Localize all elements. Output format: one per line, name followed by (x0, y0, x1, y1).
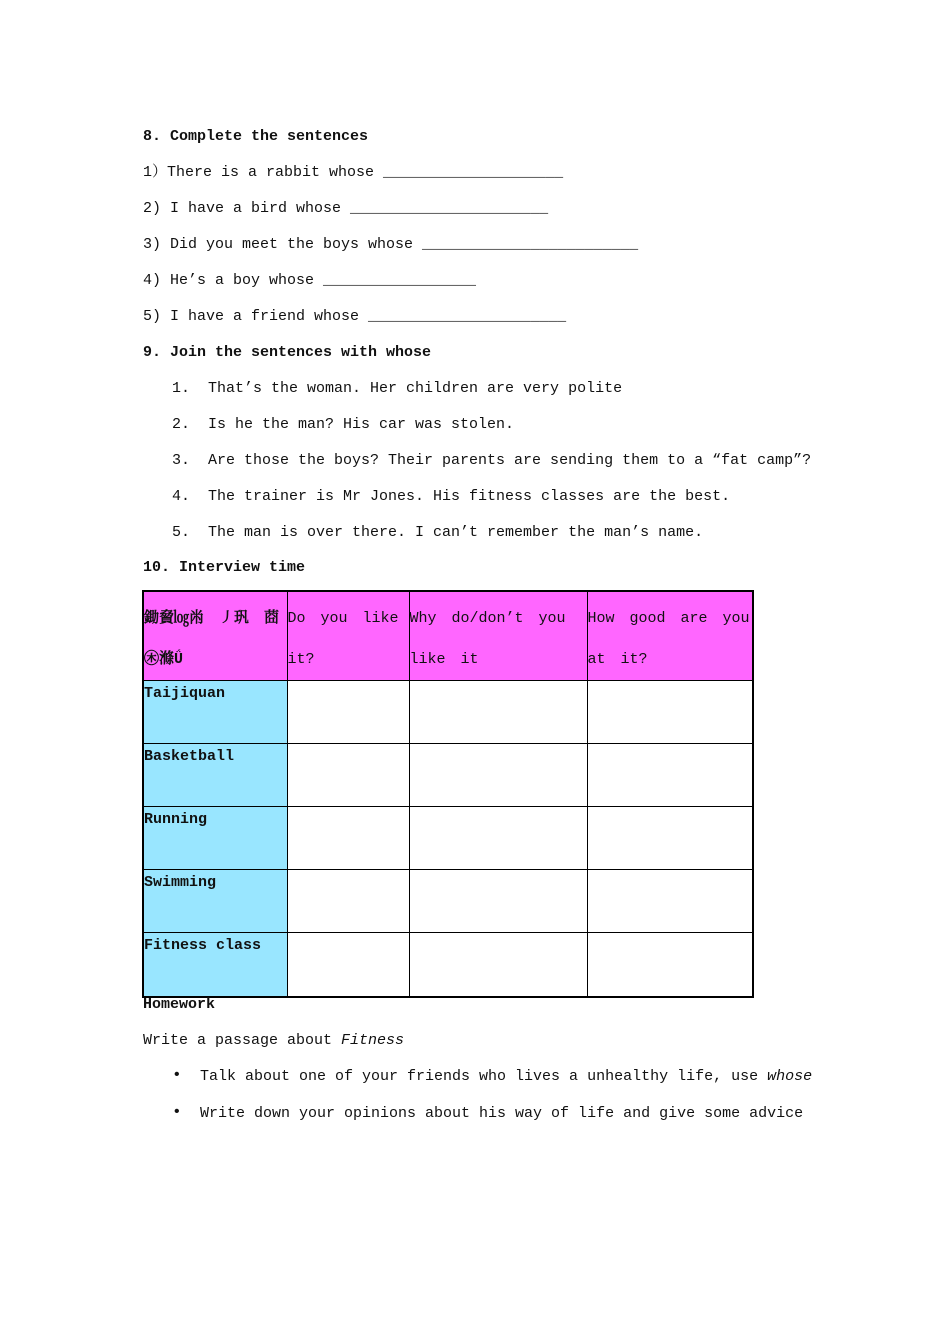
interview-table (142, 590, 754, 998)
row-label-taijiquan: Taijiquan (143, 681, 287, 744)
answer-cell[interactable] (409, 807, 587, 870)
answer-cell[interactable] (587, 807, 753, 870)
sentence-item-1: 1）There is a rabbit whose ____________________ (143, 164, 564, 181)
homework-bullet-2 (200, 1104, 803, 1124)
homework-intro (143, 1031, 404, 1051)
answer-cell[interactable] (287, 870, 409, 933)
join-item-5: 5. The man is over there. I can’t remember the man’s name. (172, 524, 704, 541)
row-label-swimming: Swimming (143, 870, 287, 933)
answer-cell[interactable] (287, 807, 409, 870)
homework-bullet-1 (200, 1067, 812, 1087)
homework-intro-topic: Fitness (341, 1032, 405, 1049)
answer-cell[interactable] (287, 744, 409, 807)
table-row (143, 807, 753, 870)
table-row (143, 870, 753, 933)
table-row (143, 933, 753, 997)
homework-bullet-1-keyword: whose (767, 1068, 813, 1085)
bullet-icon: • (172, 1103, 182, 1121)
answer-cell[interactable] (409, 744, 587, 807)
table-header-row (143, 591, 753, 681)
homework-bullet-2-text: Write down your opinions about his way of life and give some advice (200, 1105, 804, 1122)
join-item-4: 4. The trainer is Mr Jones. His fitness classes are the best. (172, 488, 731, 505)
header-cell-why: Why do/don’t you like it (409, 591, 587, 681)
sentence-item-4: 4) He’s a boy whose _________________ (143, 272, 477, 289)
homework-intro-text: Write a passage about (143, 1032, 342, 1049)
answer-cell[interactable] (587, 681, 753, 744)
sentence-item-3: 3) Did you meet the boys whose ________________________ (143, 236, 639, 253)
table-row (143, 681, 753, 744)
row-label-basketball: Basketball (143, 744, 287, 807)
answer-cell[interactable] (587, 933, 753, 997)
section-9-title: 9. Join the sentences with whose (143, 344, 432, 361)
header-cell-how-good: How good are you at it? (587, 591, 753, 681)
join-item-2: 2. Is he the man? His car was stolen. (172, 416, 515, 433)
section-8-title: 8. Complete the sentences (143, 128, 369, 145)
answer-cell[interactable] (287, 681, 409, 744)
header-cell-like: Do you like it? (287, 591, 409, 681)
sentence-item-2: 2) I have a bird whose ______________________ (143, 200, 549, 217)
answer-cell[interactable] (287, 933, 409, 997)
join-item-3: 3. Are those the boys? Their parents are sending them to a “fat camp”? (172, 452, 812, 469)
answer-cell[interactable] (587, 744, 753, 807)
section-10-title: 10. Interview time (143, 559, 306, 576)
sentence-item-5: 5) I have a friend whose ______________________ (143, 308, 567, 325)
answer-cell[interactable] (409, 870, 587, 933)
header-cell-activity: 鋤䝱㏒㡀 ㇓㺬 莔㊍滌Ǘ (143, 591, 287, 681)
answer-cell[interactable] (409, 933, 587, 997)
answer-cell[interactable] (587, 870, 753, 933)
table-row (143, 744, 753, 807)
join-item-1: 1. That’s the woman. Her children are very polite (172, 380, 623, 397)
row-label-fitness-class: Fitness class (143, 933, 287, 997)
row-label-running: Running (143, 807, 287, 870)
homework-title: Homework (143, 996, 216, 1013)
bullet-icon: • (172, 1066, 182, 1084)
answer-cell[interactable] (409, 681, 587, 744)
homework-bullet-1-text: Talk about one of your friends who lives a unhealthy life, use (200, 1068, 768, 1085)
